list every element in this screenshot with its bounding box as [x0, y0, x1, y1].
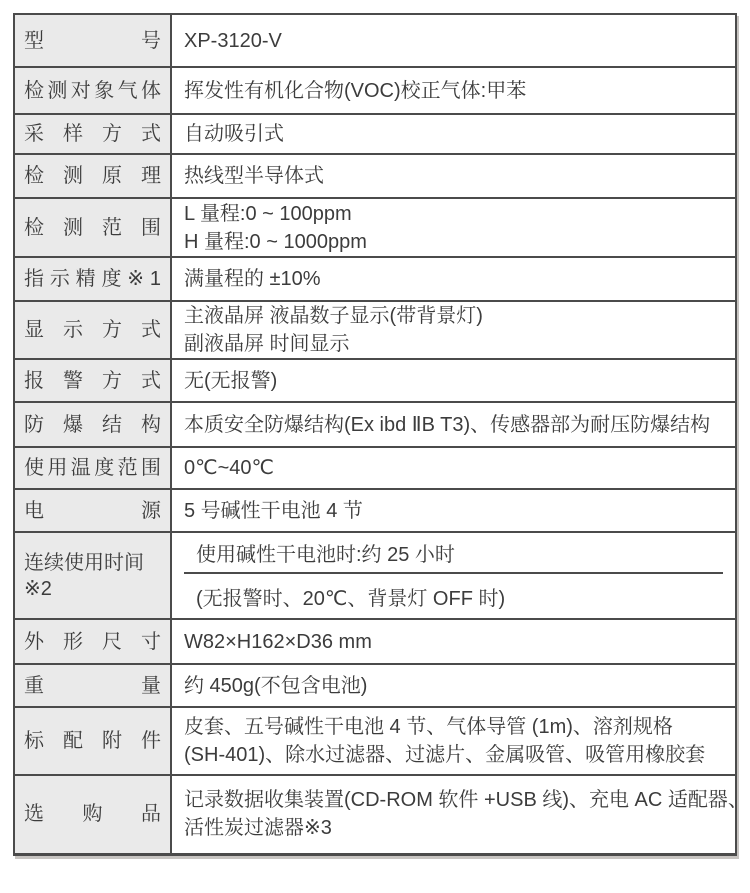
- row-label: 连续使用时间※2: [14, 532, 171, 619]
- row-label: 显示方式: [14, 301, 171, 359]
- row-value-text: 无(无报警): [184, 369, 278, 392]
- row-value-text: 热线型半导体式: [184, 165, 324, 187]
- row-label: 外形尺寸: [14, 619, 171, 664]
- row-value-text: 自动吸引式: [184, 123, 284, 145]
- row-value-text: 本质安全防爆结构(Ex ibd ⅡB T3)、传感器部为耐压防爆结构: [184, 413, 711, 436]
- spec-row-accuracy: [14, 257, 736, 301]
- row-value: [171, 154, 736, 198]
- row-value-text: 满量程的 ±10%: [184, 268, 321, 290]
- row-value: [171, 447, 736, 489]
- row-label: 检测对象气体: [14, 67, 171, 114]
- spec-row-explosion-proof: [14, 402, 736, 447]
- row-label: 检测原理: [14, 154, 171, 198]
- spec-row-options: [14, 775, 736, 854]
- row-label: 标配附件: [14, 707, 171, 775]
- row-label: 电源: [14, 489, 171, 532]
- spec-row-range: [14, 198, 736, 257]
- row-value: [171, 664, 736, 707]
- row-value-text: 0℃~40℃: [184, 457, 274, 479]
- row-label: 采样方式: [14, 114, 171, 154]
- row-value-line: (SH-401)、除水过滤器、过滤片、金属吸管、吸管用橡胶套: [184, 744, 706, 766]
- row-value-line: 副液晶屏 时间显示: [184, 333, 350, 355]
- spec-row-principle: [14, 154, 736, 198]
- row-value: [171, 198, 736, 257]
- row-value: [171, 114, 736, 154]
- row-value-subrow: 使用碱性干电池时:约 25 小时: [196, 544, 455, 566]
- row-label: 型号: [14, 14, 171, 67]
- row-value-text: 挥发性有机化合物(VOC)校正气体:甲苯: [184, 79, 527, 102]
- row-value-text: XP-3120-V: [184, 29, 282, 52]
- spec-row-dimensions: [14, 619, 736, 664]
- row-label: 使用温度范围: [14, 447, 171, 489]
- row-value-line: 记录数据收集装置(CD-ROM 软件 +USB 线)、充电 AC 适配器、: [184, 789, 748, 812]
- row-label: 检测范围: [14, 198, 171, 257]
- spec-row-display: [14, 301, 736, 359]
- spec-row-power: [14, 489, 736, 532]
- row-value-line: 主液晶屏 液晶数子显示(带背景灯): [184, 305, 483, 327]
- row-value-line: 皮套、五号碱性干电池 4 节、气体导管 (1m)、溶剂规格: [184, 716, 673, 738]
- spec-row-battery-life: [14, 532, 736, 619]
- row-value-line: L 量程:0 ~ 100ppm: [184, 202, 352, 225]
- row-label: 选购品: [14, 775, 171, 854]
- row-value: [171, 489, 736, 532]
- row-value: [171, 707, 736, 775]
- row-value-subrow: (无报警时、20℃、背景灯 OFF 时): [184, 572, 723, 618]
- row-label: 重量: [14, 664, 171, 707]
- spec-table: [13, 13, 748, 856]
- spec-row-target-gas: [14, 67, 736, 114]
- spec-row-accessories: [14, 707, 736, 775]
- row-label: 防爆结构: [14, 402, 171, 447]
- row-value: [171, 619, 736, 664]
- row-value: [171, 359, 736, 402]
- row-value: [171, 775, 748, 854]
- row-value: [171, 14, 736, 67]
- row-value: [171, 532, 736, 619]
- row-value-text: 约 450g(不包含电池): [184, 674, 368, 697]
- row-value: [171, 67, 736, 114]
- row-value-text: 5 号碱性干电池 4 节: [184, 499, 363, 522]
- row-label: 指示精度※1: [14, 257, 171, 301]
- row-value-line: H 量程:0 ~ 1000ppm: [184, 230, 367, 253]
- row-value: [171, 402, 736, 447]
- spec-row-alarm: [14, 359, 736, 402]
- row-value-line: 活性炭过滤器※3: [184, 817, 332, 840]
- row-value: [171, 301, 736, 359]
- spec-row-weight: [14, 664, 736, 707]
- spec-row-sampling: [14, 114, 736, 154]
- row-value: [171, 257, 736, 301]
- row-label: 报警方式: [14, 359, 171, 402]
- spec-row-model: [14, 14, 736, 67]
- row-value-text: W82×H162×D36 mm: [184, 630, 372, 653]
- spec-row-temperature: [14, 447, 736, 489]
